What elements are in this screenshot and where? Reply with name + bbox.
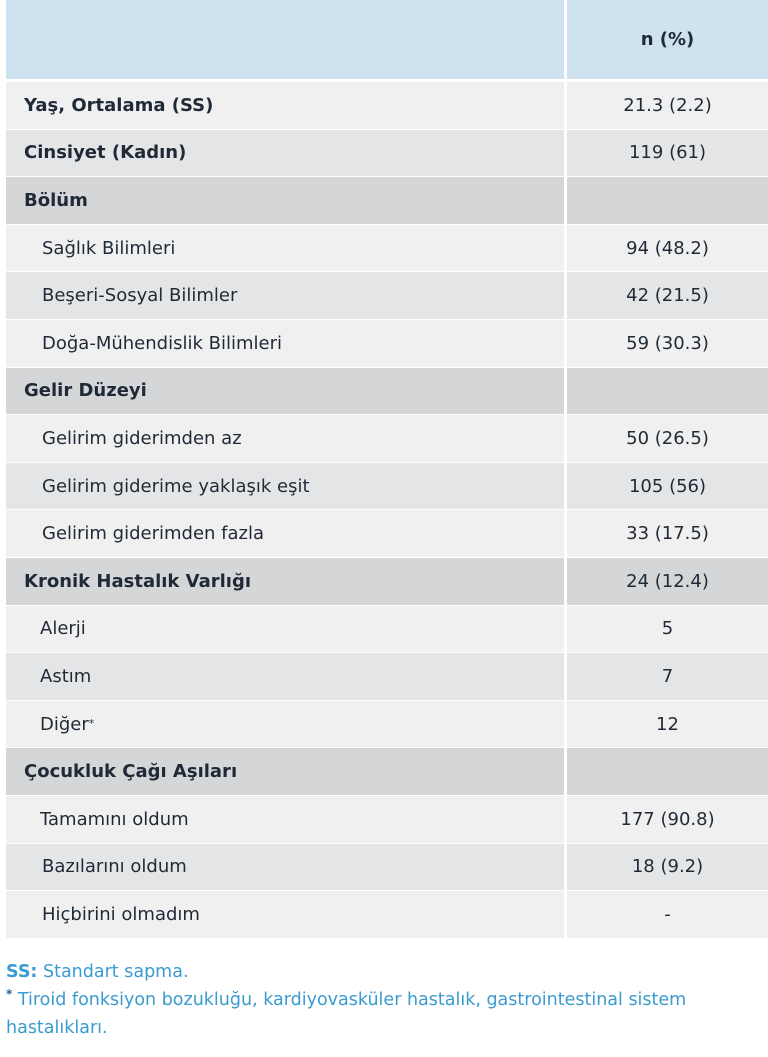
table-row — [6, 653, 768, 701]
table-row — [6, 272, 768, 320]
row-value: 5 — [564, 606, 768, 653]
row-label: Alerji — [40, 618, 86, 640]
table-row — [6, 320, 768, 368]
table-row — [6, 701, 768, 749]
section-label: Çocukluk Çağı Aşıları — [24, 761, 238, 783]
table-row — [6, 82, 768, 130]
row-value: 24 (12.4) — [564, 558, 768, 605]
row-value: 94 (48.2) — [564, 225, 768, 272]
table-footnotes — [6, 958, 746, 1042]
row-label: Hiçbirini olmadım — [42, 903, 200, 925]
row-label: Sağlık Bilimleri — [42, 237, 176, 259]
section-row — [6, 177, 768, 225]
row-label: Doğa-Mühendislik Bilimleri — [42, 332, 282, 354]
row-label: Astım — [40, 665, 92, 687]
row-value: 42 (21.5) — [564, 272, 768, 319]
row-label: Yaş, Ortalama (SS) — [24, 94, 214, 116]
header-value-cell: n (%) — [564, 0, 768, 79]
row-value: 119 (61) — [564, 130, 768, 177]
row-value — [564, 177, 768, 224]
row-value — [564, 368, 768, 415]
section-label: Gelir Düzeyi — [24, 380, 147, 402]
row-value: 105 (56) — [564, 463, 768, 510]
section-row — [6, 558, 768, 606]
row-value: 7 — [564, 653, 768, 700]
row-value: 33 (17.5) — [564, 510, 768, 557]
row-label: Tamamını oldum — [40, 808, 189, 830]
row-value: 59 (30.3) — [564, 320, 768, 367]
row-value: 12 — [564, 701, 768, 748]
table-row — [6, 415, 768, 463]
table-row — [6, 796, 768, 844]
row-value: 50 (26.5) — [564, 415, 768, 462]
row-label: Beşeri-Sosyal Bilimler — [42, 285, 238, 307]
table-row — [6, 510, 768, 558]
abbreviation-text: Standart sapma. — [37, 962, 189, 982]
table-row — [6, 225, 768, 273]
row-label: Gelirim giderimden fazla — [42, 523, 265, 545]
table-row — [6, 891, 768, 939]
header-label-cell — [6, 0, 564, 79]
row-label: Bazılarını oldum — [42, 856, 187, 878]
section-label: Kronik Hastalık Varlığı — [24, 570, 252, 592]
table-header-row — [6, 0, 768, 82]
row-label: Gelirim giderimden az — [42, 427, 242, 449]
row-value: 21.3 (2.2) — [564, 82, 768, 129]
table-row — [6, 844, 768, 892]
row-value — [564, 748, 768, 795]
row-value: 18 (9.2) — [564, 844, 768, 891]
asterisk-note — [6, 986, 746, 1042]
row-value: - — [564, 891, 768, 938]
row-label: Cinsiyet (Kadın) — [24, 142, 187, 164]
table-row — [6, 130, 768, 178]
data-table — [6, 0, 768, 939]
row-label: Gelirim giderime yaklaşık eşit — [42, 475, 310, 497]
asterisk-marker: * — [6, 987, 13, 1002]
abbreviation-note — [6, 958, 746, 986]
row-value: 177 (90.8) — [564, 796, 768, 843]
asterisk-text: Tiroid fonksiyon bozukluğu, kardiyovasküler hastalık, gastrointestinal sistem hastalıkları. — [6, 990, 687, 1038]
section-row — [6, 748, 768, 796]
abbreviation-key: SS: — [6, 962, 38, 982]
section-label: Bölüm — [24, 189, 88, 211]
table-row — [6, 463, 768, 511]
row-label-cell: Diğer * — [40, 713, 95, 735]
row-label: Diğer — [40, 713, 89, 735]
table-row — [6, 606, 768, 654]
section-row — [6, 368, 768, 416]
